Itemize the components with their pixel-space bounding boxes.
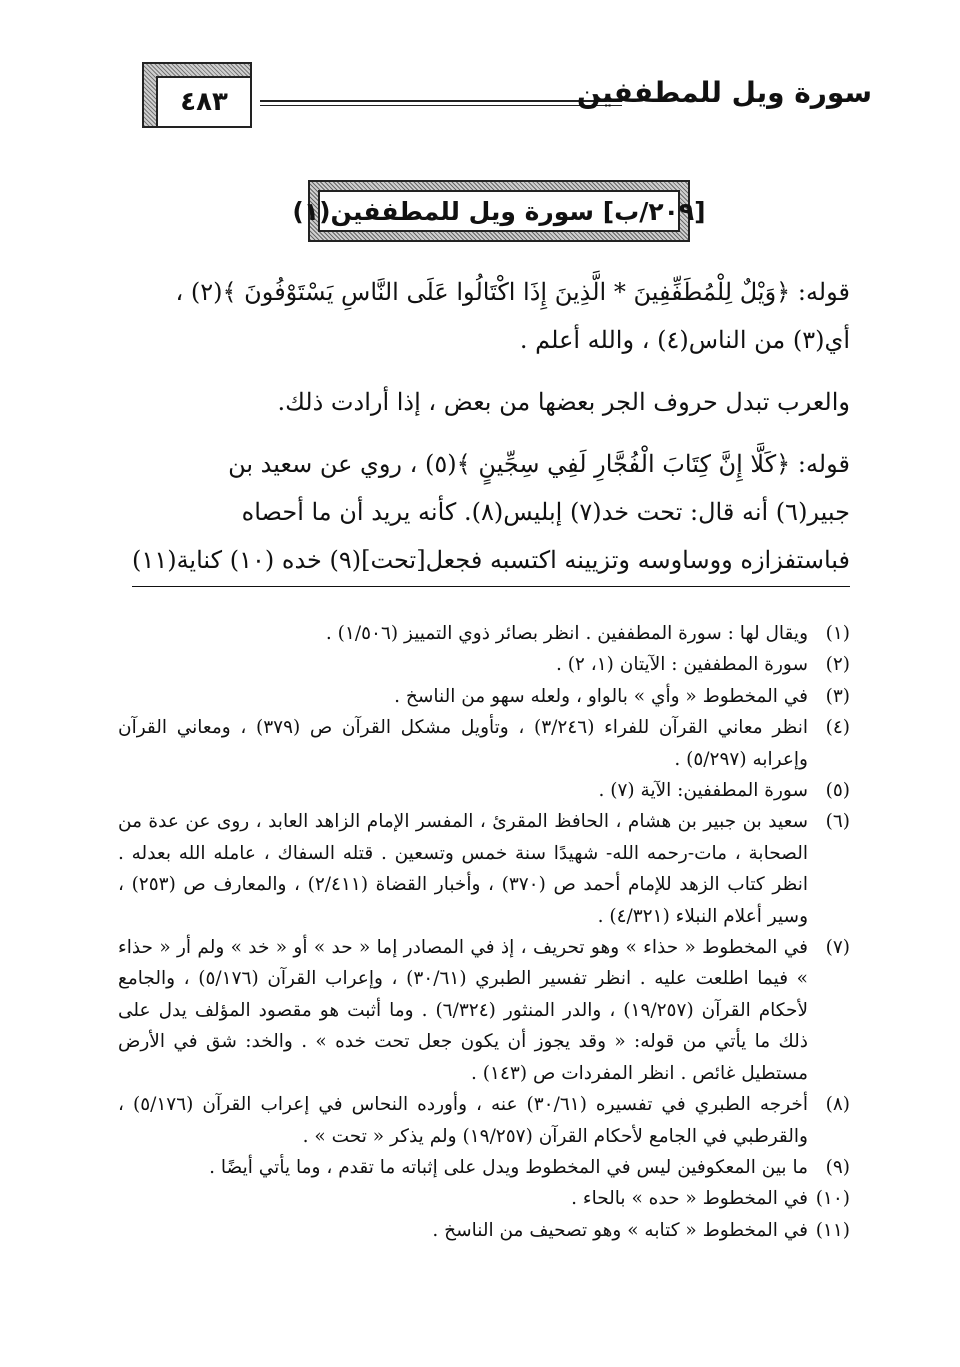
footnote [118, 712, 850, 775]
footnote-number: (٧) [825, 937, 850, 959]
footnote [118, 1089, 850, 1152]
footnote-number: (٩) [825, 1156, 850, 1178]
surah-title-frame [292, 180, 706, 242]
footnote-text: في المخطوط « حذاء » وهو تحريف ، إذ في المصادر إما « حد » أو « خد » ولم أر « حذاء » فيما اطلعت عليه . انظر تفسير الطبري (٣٠/٦١) ، وإعراب القرآن (٥/١٧٦) ، والجامع لأحكام القرآن (١٩/٢٥٧) ، والدر المنثور (٦/٣٢٤) . وما أثبت هو مقصود المؤلف يدل على ذلك ما يأتي من قوله: « وقد يجوز أن يكون جعل تحت خده » . والخد: شق في الأرض مستطيل غائص . انظر المفردات ص (١٤٣) . [118, 937, 808, 1084]
page-number-frame [142, 62, 252, 128]
footnote-text: في المخطوط « وأي » بالواو ، ولعله سهو من الناسخ . [394, 685, 808, 707]
footnote-number: (٥) [825, 780, 850, 802]
footnote [118, 681, 850, 712]
main-text [118, 268, 850, 587]
footnote-text: سورة المطففين: الآية (٧) . [598, 780, 808, 802]
footnote-number: (٣) [825, 685, 850, 707]
header-rule [260, 100, 622, 102]
body-line: والعرب تبدل حروف الجر بعضها من بعض ، إذا أرادت ذلك. [277, 388, 850, 416]
body-line-last [118, 536, 850, 587]
footnote-number: (١) [825, 623, 850, 644]
body-line-underlined: فباستفزازه ووساوسه وتزيينه اكتسبه فجعل[تحت](٩) خده (١٠) كناية(١١) [132, 536, 850, 587]
footnote-text: أخرجه الطبري في تفسيره (٣٠/٦١) عنه ، وأورده النحاس في إعراب القرآن (٥/١٧٦) ، والقرطبي في الجامع لأحكام القرآن (١٩/٢٥٧) ولم يذكر « تحت » . [118, 1094, 808, 1147]
footnote [118, 932, 850, 1089]
surah-title: [٢٠٩/ب] سورة ويل للمطففين(١) [318, 190, 680, 232]
footnote-text: في المخطوط « كتابه » وهو تصحيف من الناسخ . [432, 1219, 808, 1241]
body-line: جبير(٦) أنه قال: تحت خد(٧) إبليس(٨). كأنه يريد أن ما أحصاه [241, 498, 850, 526]
body-line: قوله: ﴿وَيْلٌ لِلْمُطَفِّفِينَ * الَّذِينَ إِذَا اكْتَالُوا عَلَى النَّاسِ يَسْتَوْفُونَ ﴾(٢) ، [175, 278, 850, 306]
footnote [118, 618, 850, 649]
footnote-number: (١٠) [815, 1188, 850, 1210]
footnote-text: سورة المطففين : الآيتان (١، ٢) . [555, 654, 808, 676]
footnote [118, 775, 850, 806]
footnote [118, 649, 850, 680]
footnote-text: في المخطوط « حده » بالحاء . [571, 1188, 808, 1210]
page-number: ٤٨٣ [156, 76, 250, 126]
running-title: سورة ويل للمطففين [576, 76, 872, 109]
footnote [118, 806, 850, 932]
footnote-number: (١١) [815, 1219, 850, 1241]
header-rule-thin [260, 105, 622, 106]
body-line: أي(٣) من الناس(٤) ، والله أعلم . [519, 326, 850, 354]
footnote-text: ما بين المعكوفين ليس في المخطوط ويدل على إثباته ما تقدم ، وما يأتي أيضًا . [209, 1156, 808, 1178]
footnote-number: (٤) [825, 717, 850, 739]
footnote-number: (٦) [825, 811, 850, 833]
footnote [118, 1152, 850, 1183]
body-line: قوله: ﴿كَلَّا إِنَّ كِتَابَ الْفُجَّارِ لَفِي سِجِّينٍ ﴾(٥) ، روي عن سعيد بن [228, 450, 850, 478]
footnote-text: ويقال لها : سورة المطففين . انظر بصائر ذوي التمييز (١/٥٠٦) . [325, 623, 808, 644]
footnote [118, 1183, 850, 1214]
footnote-number: (٨) [825, 1094, 850, 1116]
footnote-text: انظر معاني القرآن للفراء (٣/٢٤٦) ، وتأويل مشكل القرآن ص (٣٧٩) ، ومعاني القرآن وإعرابه (٥/٢٩٧) . [118, 717, 809, 770]
footnote [118, 1215, 850, 1246]
footnote-number: (٢) [825, 654, 850, 676]
footnotes [118, 618, 850, 1246]
page-header [142, 62, 872, 142]
footnote-text: سعيد بن جبير بن هشام ، الحافظ المقرئ ، المفسر الإمام الزاهد العابد ، روى عن عدة من الصحابة ، مات-رحمه الله- شهيدًا سنة خمس وتسعين . قتله السفاك ، عامله الله بعدله . انظر كتاب الزهد للإمام أحمد ص (٣٧٠) ، وأخبار القضاة (٢/٤١١) ، والمعارف ص (٢٥٣) ، وسير أعلام النبلاء (٤/٣٢١) . [118, 811, 809, 927]
